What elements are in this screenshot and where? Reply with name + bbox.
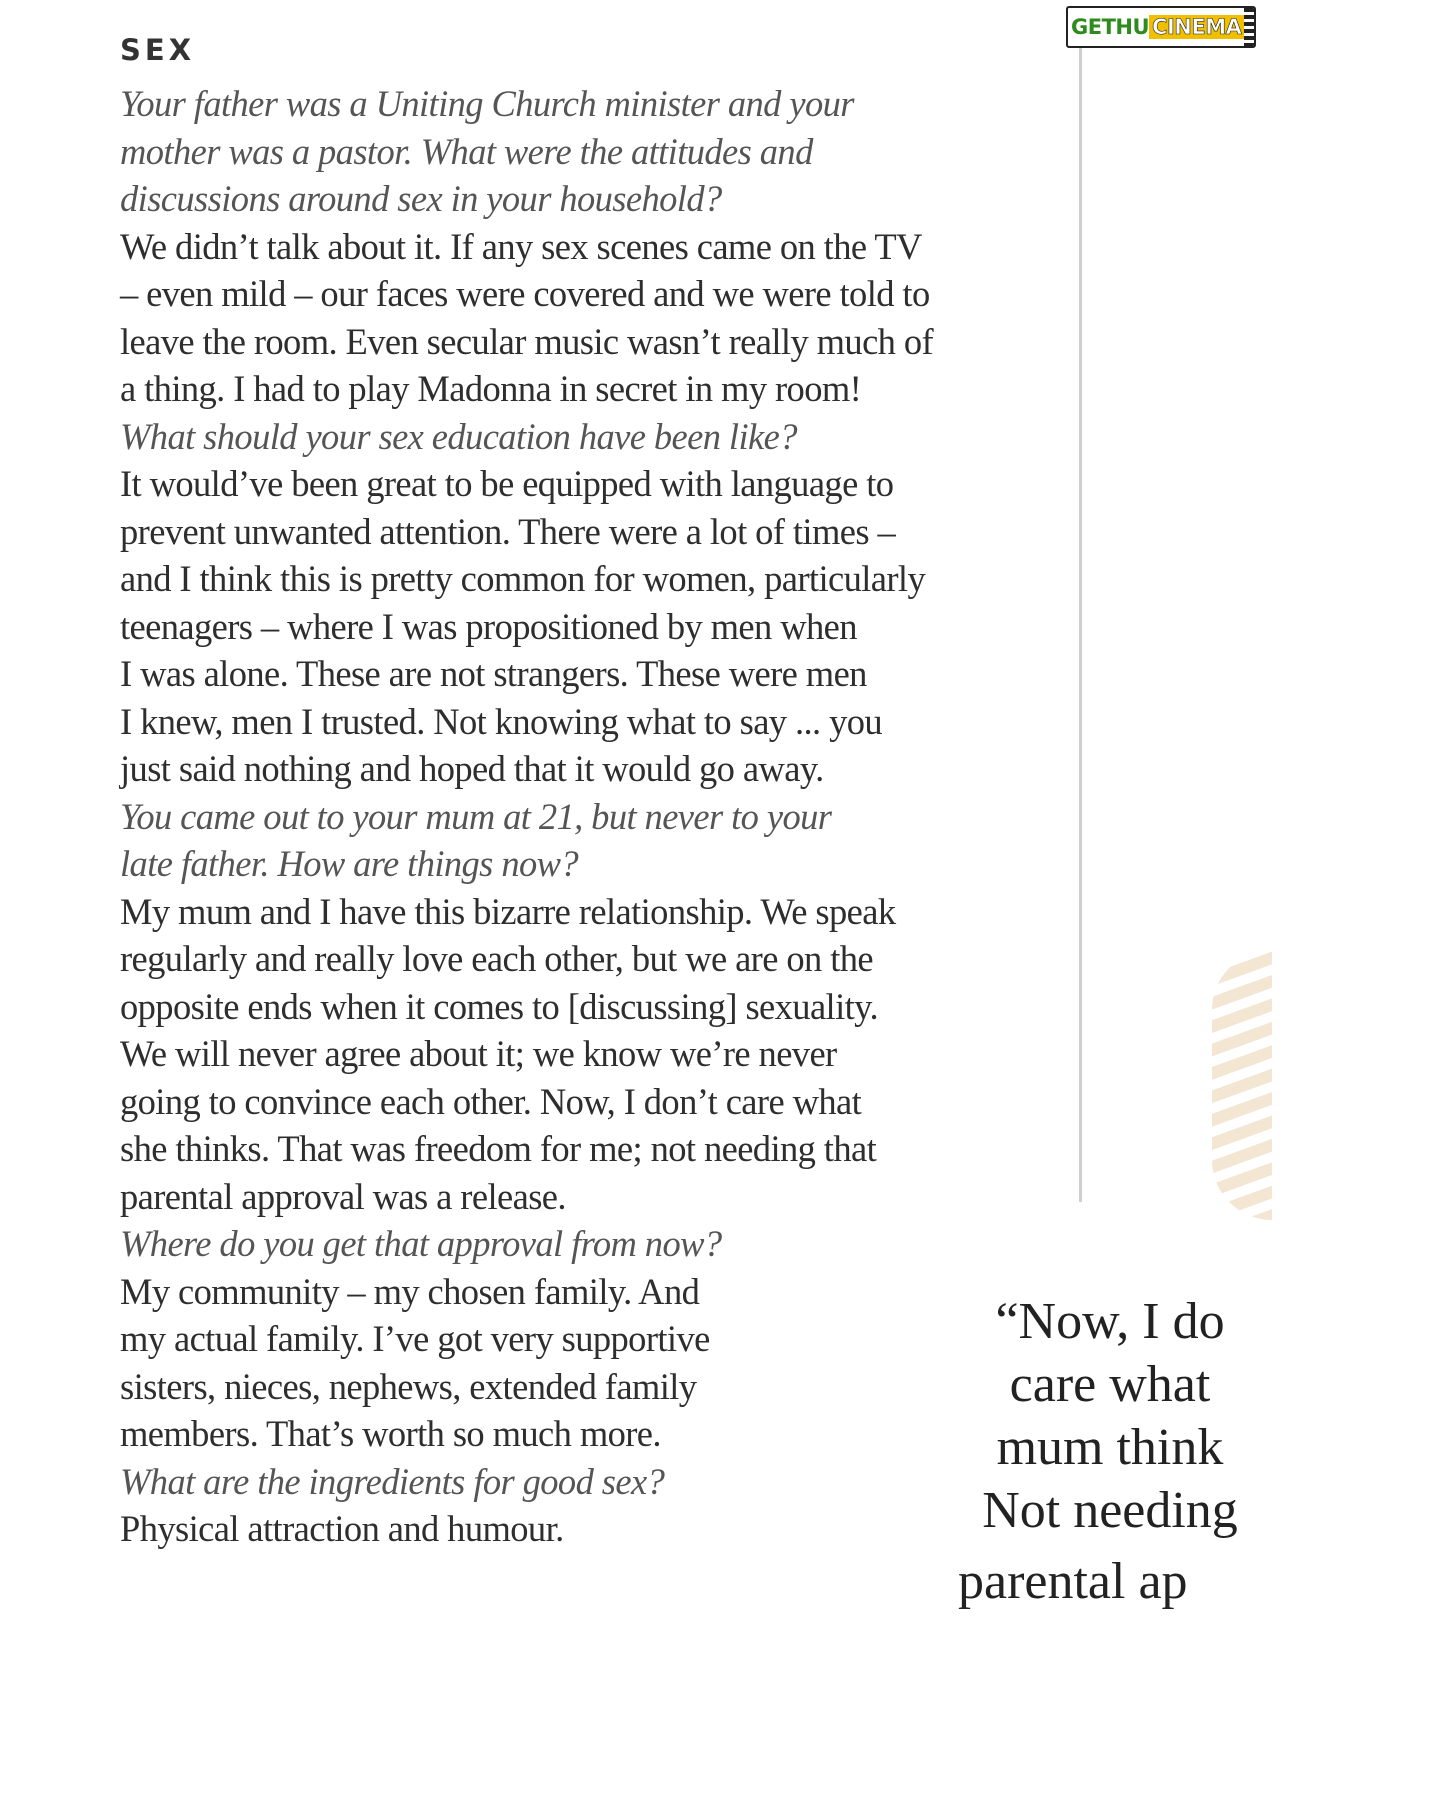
watermark-text-gethu: GETHU	[1071, 15, 1150, 39]
photo-fragment	[1212, 950, 1272, 1220]
answer-line: We didn’t talk about it. If any sex scenes came on the TV	[120, 225, 922, 267]
question-line: What should your sex education have been like?	[120, 415, 797, 457]
answer-line: – even mild – our faces were covered and we were told to	[120, 273, 930, 314]
section-heading: SEX	[120, 33, 196, 67]
question-line: Your father was a Uniting Church minister and your	[120, 83, 854, 124]
answer-line: I knew, men I trusted. Not knowing what to say ... you	[120, 700, 883, 742]
watermark-text-cinema: CINEMA	[1149, 15, 1244, 39]
answer-line: members. That’s worth so much more.	[120, 1413, 661, 1454]
column-divider	[1079, 40, 1082, 1202]
answer-line: she thinks. That was freedom for me; not needing that	[120, 1128, 877, 1169]
answer-line: We will never agree about it; we know we’re never	[120, 1033, 837, 1074]
pull-quote-line: mum think	[996, 1419, 1224, 1476]
answer-line: sisters, nieces, nephews, extended family	[120, 1365, 697, 1407]
pull-quote-line: care what	[1009, 1356, 1211, 1413]
question-line: You came out to your mum at 21, but never to your	[120, 795, 832, 837]
question-line: discussions around sex in your household?	[120, 178, 722, 219]
pull-quote-cut-line: parental ap	[958, 1553, 1188, 1610]
pull-quote-line: Not needing	[982, 1482, 1238, 1539]
question-line: What are the ingredients for good sex?	[120, 1460, 665, 1502]
answer-line: just said nothing and hoped that it would go away.	[120, 748, 824, 789]
answer-line: leave the room. Even secular music wasn’t really much of	[120, 320, 934, 362]
pull-quote-line: “Now, I do	[995, 1293, 1225, 1350]
answer-line: My mum and I have this bizarre relationship. We speak	[120, 890, 896, 932]
answer-line: and I think this is pretty common for women, particularly	[120, 558, 926, 599]
answer-line: regularly and really love each other, but we are on the	[120, 938, 873, 979]
answer-line: It would’ve been great to be equipped with language to	[120, 463, 894, 504]
answer-line: prevent unwanted attention. There were a lot of times –	[120, 510, 896, 552]
question-line: Where do you get that approval from now?	[120, 1223, 722, 1264]
answer-line: My community – my chosen family. And	[120, 1270, 700, 1312]
answer-line: opposite ends when it comes to [discussing] sexuality.	[120, 985, 878, 1027]
film-strip-icon	[1244, 8, 1254, 46]
pull-quote	[900, 1290, 1320, 1542]
watermark-logo	[1066, 6, 1256, 48]
question-line: mother was a pastor. What were the attitudes and	[120, 130, 813, 172]
answer-line: parental approval was a release.	[120, 1175, 566, 1217]
answer-line: teenagers – where I was propositioned by men when	[120, 605, 857, 647]
answer-line: Physical attraction and humour.	[120, 1508, 564, 1549]
answer-line: a thing. I had to play Madonna in secret in my room!	[120, 368, 862, 409]
question-line: late father. How are things now?	[120, 843, 579, 884]
answer-line: my actual family. I’ve got very supportive	[120, 1318, 710, 1359]
answer-line: I was alone. These are not strangers. These were men	[120, 653, 867, 694]
answer-line: going to convince each other. Now, I don’t care what	[120, 1080, 862, 1122]
